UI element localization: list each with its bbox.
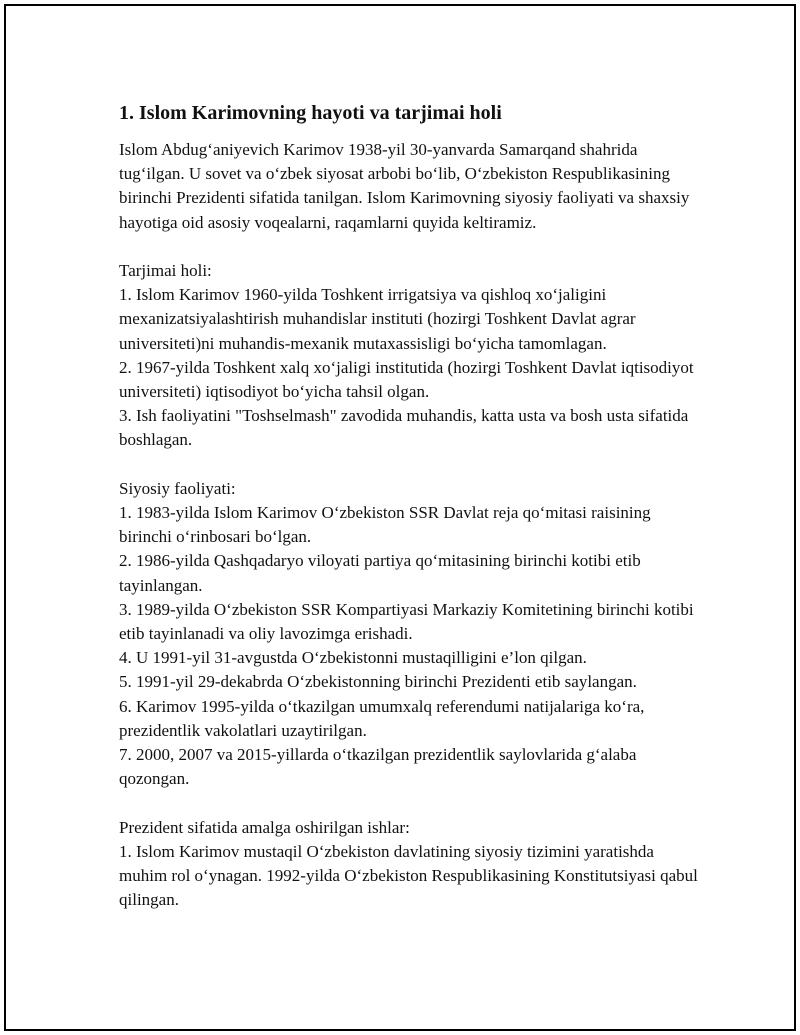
page-frame — [4, 4, 796, 1031]
list-item: 1. Islom Karimov mustaqil Oʻzbekiston davlatining siyosiy tizimini yaratishda muhim rol oʻynagan. 1992-yilda Oʻzbekiston Respublikasining Konstitutsiyasi qabul qilingan. — [119, 841, 698, 910]
list-item: 6. Karimov 1995-yilda oʻtkazilgan umumxalq referendumi natijalariga koʻra, prezidentlik vakolatlari uzaytirilgan. — [119, 696, 645, 740]
list-item: 7. 2000, 2007 va 2015-yillarda oʻtkazilgan prezidentlik saylovlarida gʻalaba qozongan. — [119, 745, 637, 789]
presidential-work-list — [119, 840, 699, 913]
list-item: 2. 1967-yilda Toshkent xalq xoʻjaligi institutida (hozirgi Toshkent Davlat iqtisodiyot universiteti) iqtisodiyot boʻyicha tahsil olgan. — [119, 357, 694, 402]
list-item: 2. 1986-yilda Qashqadaryo viloyati partiya qoʻmitasining birinchi kotibi etib tayinlangan. — [119, 551, 641, 595]
political-activity-list — [119, 501, 699, 791]
list-item: 3. Ish faoliyatini "Toshselmash" zavodida muhandis, katta usta va bosh usta sifatida boshlagan. — [119, 406, 689, 450]
intro-paragraph: Islom Abdugʻaniyevich Karimov 1938-yil 30-yanvarda Samarqand shahrida tugʻilgan. U sovet va oʻzbek siyosat arbobi boʻlib, Oʻzbekiston Respublikasining birinchi Prezidenti sifatida tanilgan. Islom Karimovning siyosiy faoliyati va shaxsiy hayotiga oid asosiy voqealarni, raqamlarni quyida keltiramiz. — [119, 140, 690, 232]
document-title: 1. Islom Karimovning hayoti va tarjimai holi — [119, 102, 502, 124]
section-presidential-work — [119, 816, 699, 913]
section-heading: Siyosiy faoliyati: — [119, 478, 236, 498]
section-political-activity — [119, 477, 699, 792]
list-item: 1. Islom Karimov 1960-yilda Toshkent irrigatsiya va qishloq xoʻjaligini mexanizatsiyalashtirish muhandislar instituti (hozirgi Toshkent Davlat agrar universiteti)ni muhandis-mexanik mutaxassisligi boʻyicha tamomlagan. — [119, 285, 636, 353]
list-item: 5. 1991-yil 29-dekabrda Oʻzbekistonning birinchi Prezidenti etib saylangan. — [119, 672, 637, 692]
list-item: 3. 1989-yilda Oʻzbekiston SSR Kompartiyasi Markaziy Komitetining birinchi kotibi etib tayinlanadi va oliy lavozimga erishadi. — [119, 599, 694, 644]
section-biography — [119, 259, 699, 453]
list-item: 1. 1983-yilda Islom Karimov Oʻzbekiston SSR Davlat reja qoʻmitasi raisining birinchi oʻrinbosari boʻlgan. — [119, 503, 651, 547]
document-body — [119, 100, 699, 912]
section-heading: Tarjimai holi: — [119, 261, 212, 280]
biography-list — [119, 283, 699, 452]
section-heading: Prezident sifatida amalga oshirilgan ishlar: — [119, 817, 410, 837]
list-item: 4. U 1991-yil 31-avgustda Oʻzbekistonni mustaqilligini e’lon qilgan. — [119, 648, 587, 668]
